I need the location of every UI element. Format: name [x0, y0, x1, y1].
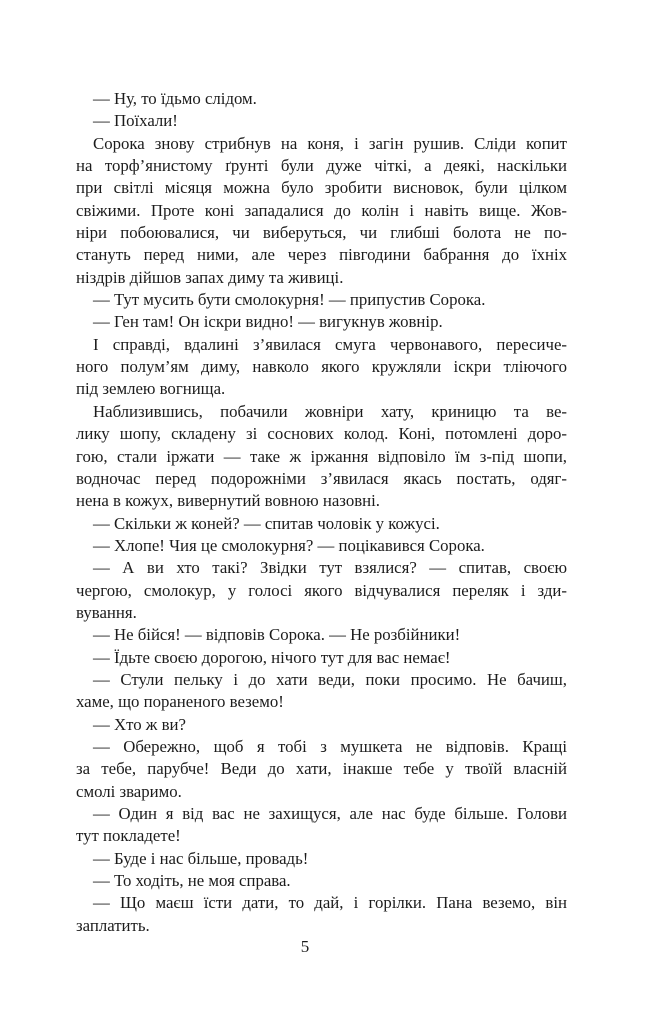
text-line: гою, стали іржати — таке ж іржання відповіло їм з-під шопи,: [76, 446, 567, 466]
text-line: при світлі місяця можна було зробити висновок, були цілком: [76, 178, 567, 198]
text-line: — Один я від вас не захищуся, але нас буде більше. Голови: [93, 804, 567, 823]
text-line: за тебе, парубче! Веди до хати, інакше тебе у твоїй власній: [76, 759, 567, 779]
text-line: стануть перед ними, але через півгодини бабрання до їхніх: [76, 245, 567, 265]
text-line: нена в кожух, вивернутий вовною назовні.: [76, 491, 380, 511]
paragraph: [76, 848, 567, 870]
text-line: — Скільки ж коней? — спитав чоловік у кожусі.: [93, 513, 440, 533]
paragraph: [76, 513, 567, 535]
paragraph: [76, 535, 567, 557]
paragraph: [76, 736, 567, 803]
text-line: — Хлопе! Чия це смолокурня? — поцікавився Сорока.: [93, 535, 485, 555]
text-line: заплатить.: [76, 915, 150, 935]
text-line: хаме, що пораненого веземо!: [76, 692, 284, 712]
text-line: — То ходіть, не моя справа.: [93, 871, 291, 891]
text-line: — А ви хто такі? Звідки тут взялися? — спитав, своєю: [93, 558, 567, 578]
paragraph: [76, 803, 567, 848]
paragraph: [76, 892, 567, 937]
paragraph: [76, 110, 567, 132]
text-line: ніри побоювалися, чи виберуться, чи глибші болота не по-: [76, 223, 567, 243]
text-line: ніздрів дійшов запах диму та живиці.: [76, 267, 344, 287]
text-line: — Буде і нас більше, провадь!: [93, 848, 309, 868]
text-line: — Не бійся! — відповів Сорока. — Не розбійники!: [93, 625, 461, 645]
body-text: [76, 88, 567, 937]
paragraph: [76, 289, 567, 311]
page-number: 5: [300, 937, 310, 956]
paragraph: [76, 133, 567, 289]
paragraph: [76, 334, 567, 401]
text-line: смолі зваримо.: [76, 781, 182, 801]
text-line: — Що маєш їсти дати, то дай, і горілки. Пана веземо, він: [93, 893, 567, 913]
text-line: — Ну, то їдьмо слідом.: [93, 89, 257, 108]
text-line: Сорока знову стрибнув на коня, і загін рушив. Сліди копит: [93, 133, 567, 153]
text-line: лику шопу, складену зі соснових колод. Коні, потомлені доро-: [76, 424, 567, 444]
text-line: тут покладете!: [76, 826, 181, 846]
text-line: вування.: [76, 602, 137, 622]
text-line: — Хто ж ви?: [93, 714, 186, 734]
text-line: — Їдьте своєю дорогою, нічого тут для вас немає!: [93, 647, 451, 667]
text-line: водночас перед подорожніми з’явилася якась постать, одяг-: [76, 468, 567, 488]
text-line: — Стули пельку і до хати веди, поки просимо. Не бачиш,: [93, 669, 567, 689]
paragraph: [76, 557, 567, 624]
text-line: — Поїхали!: [93, 111, 178, 131]
paragraph: [76, 311, 567, 333]
text-line: — Тут мусить бути смолокурня! — припустив Сорока.: [93, 290, 486, 310]
paragraph: [76, 669, 567, 714]
paragraph: [76, 714, 567, 736]
text-line: І справді, вдалині з’явилася смуга червонавого, пересиче-: [93, 334, 567, 354]
text-line: Наблизившись, побачили жовніри хату, криницю та ве-: [93, 401, 567, 421]
paragraph: [76, 401, 567, 513]
paragraph: [76, 647, 567, 669]
text-line: під землею вогнища.: [76, 379, 226, 399]
paragraph: [76, 870, 567, 892]
text-line: ного полум’ям диму, навколо якого кружляли іскри тліючого: [76, 357, 567, 377]
text-line: на торф’янистому ґрунті були дуже чіткі, а деякі, наскільки: [76, 156, 567, 176]
text-line: — Ген там! Он іскри видно! — вигукнув жовнір.: [93, 312, 443, 332]
paragraph: [76, 624, 567, 646]
text-line: чергою, смолокур, у голосі якого відчувалися переляк і зди-: [76, 580, 567, 600]
text-line: — Обережно, щоб я тобі з мушкета не відповів. Кращі: [93, 736, 567, 756]
paragraph: [76, 88, 567, 110]
text-line: свіжими. Проте коні западалися до колін і навіть вище. Жов-: [76, 200, 567, 220]
